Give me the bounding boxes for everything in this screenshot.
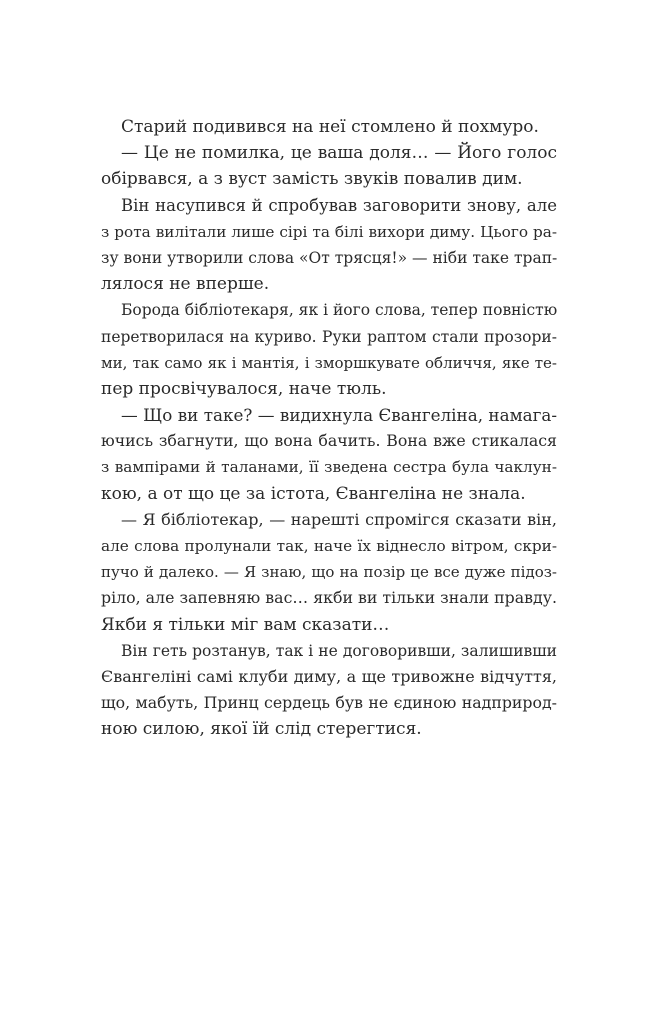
text-line: Старий подивився на неї стомлено й похмуро.: [121, 117, 539, 137]
paragraph: [101, 402, 557, 507]
text-line: перетворилася на куриво. Руки раптом стали прозори-: [101, 327, 557, 346]
text-line: Він геть розтанув, так і не договоривши, залишивши: [121, 641, 557, 660]
paragraph: [101, 140, 557, 192]
text-line: але слова пролунали так, наче їх віднесло вітром, скри-: [101, 537, 557, 555]
text-line: — Це не помилка, це ваша доля… — Його голос: [121, 143, 557, 164]
paragraph: [101, 297, 557, 402]
paragraph: [101, 193, 557, 298]
paragraph: [101, 507, 557, 638]
text-line: кою, а от що це за істота, Євангеліна не знала.: [101, 483, 526, 504]
text-line: що, мабуть, Принц сердець був не єдиною надприрод-: [101, 693, 557, 713]
text-line: Якби я тільки міг вам сказати…: [101, 614, 390, 635]
text-line: ріло, але запевняю вас… якби ви тільки знали правду.: [101, 588, 557, 608]
text-line: пер просвічувалося, наче тюль.: [101, 378, 387, 399]
text-line: пучо й далеко. — Я знаю, що на позір це все дуже підоз-: [101, 563, 557, 582]
text-line: Борода бібліотекаря, як і його слова, тепер повністю: [121, 301, 558, 320]
text-line: — Я бібліотекар, — нарешті спромігся сказати він,: [121, 509, 557, 529]
text-line: ючись збагнути, що вона бачить. Вона вже стикалася: [101, 431, 557, 451]
text-line: з рота вилітали лише сірі та білі вихори диму. Цього ра-: [101, 222, 557, 241]
text-line: — Що ви таке? — видихнула Євангеліна, намага-: [121, 405, 557, 426]
text-line: Євангеліні самі клуби диму, а ще тривожне відчуття,: [101, 666, 557, 686]
text-line: лялося не вперше.: [101, 274, 270, 295]
paragraph: [101, 638, 557, 743]
body-text: [101, 114, 557, 743]
text-line: ною силою, якої їй слід стерегтися.: [101, 719, 422, 740]
text-line: обірвався, а з вуст замість звуків повалив дим.: [101, 169, 523, 190]
paragraph: [101, 114, 557, 140]
text-line: ми, так само як і мантія, і зморшкувате обличчя, яке те-: [101, 353, 557, 372]
text-line: Він насупився й спробував заговорити знову, але: [121, 195, 557, 215]
text-line: з вампірами й таланами, її зведена сестра була чаклун-: [101, 458, 557, 477]
text-line: зу вони утворили слова «От трясця!» — ніби таке трап-: [101, 248, 558, 267]
